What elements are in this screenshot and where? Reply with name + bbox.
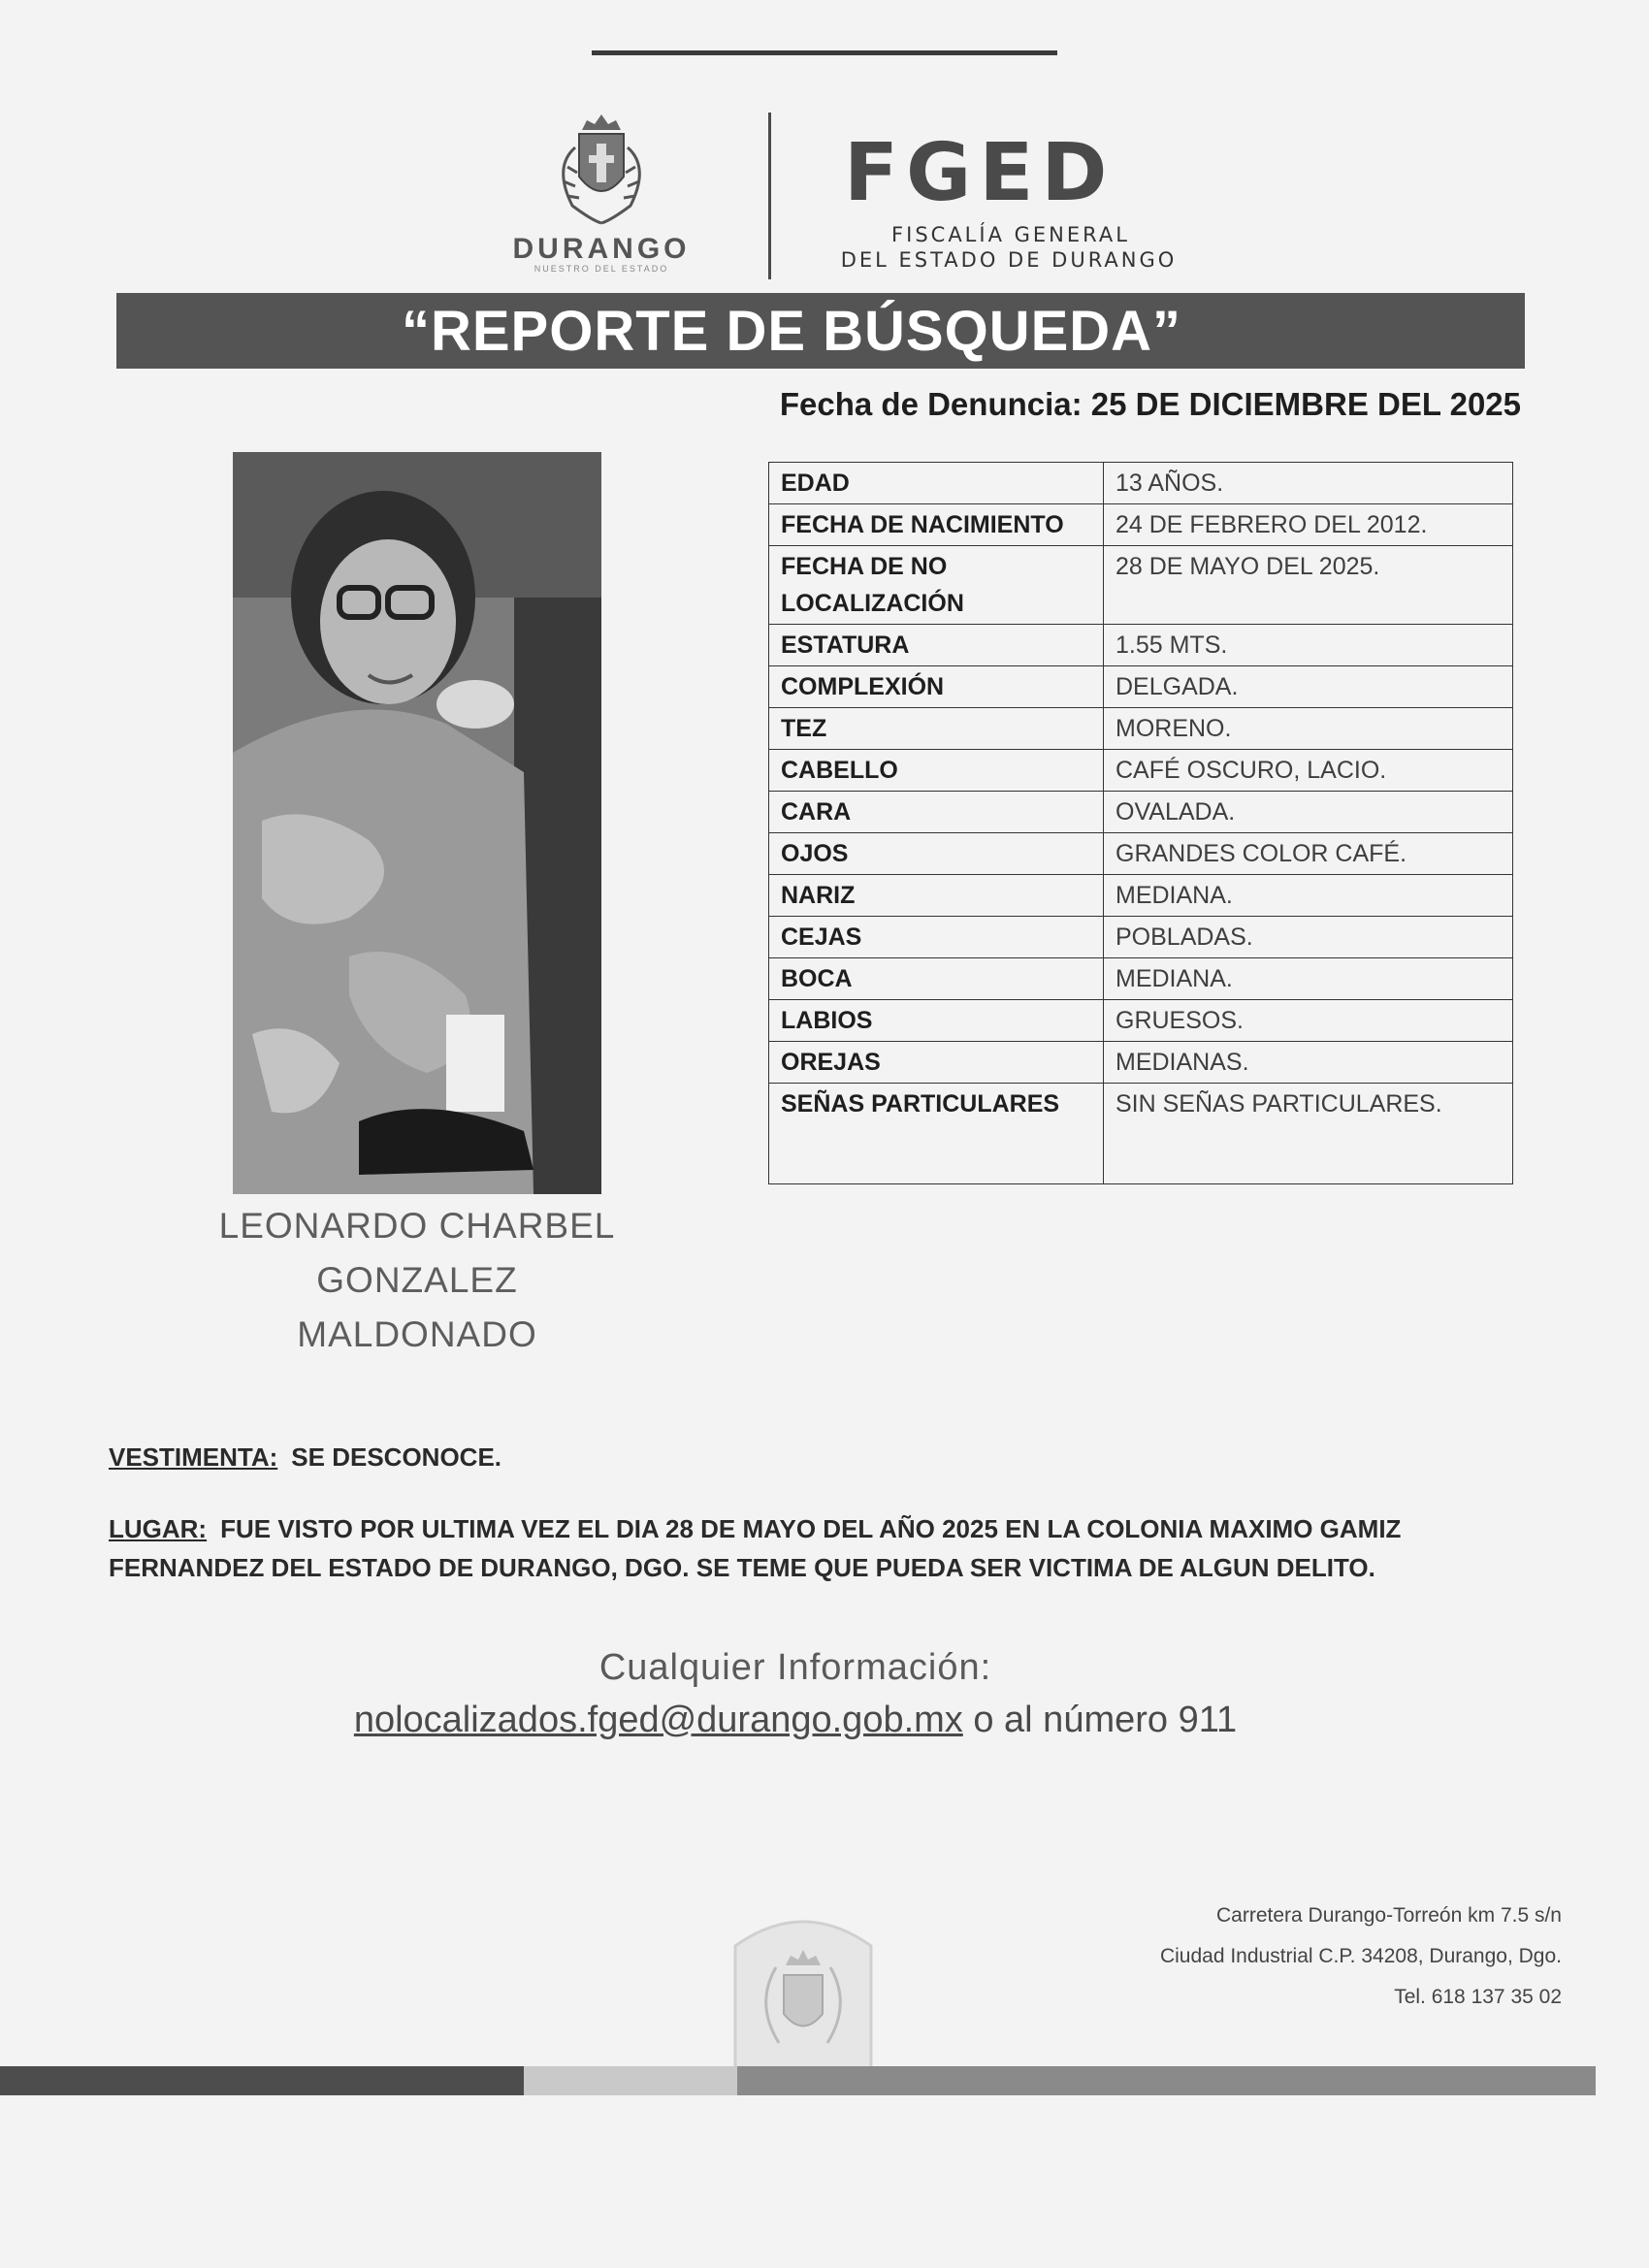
contact-line <box>0 1700 1620 1741</box>
table-row <box>769 958 1513 1000</box>
table-row <box>769 792 1513 833</box>
detail-value: GRUESOS. <box>1104 1000 1513 1042</box>
contact-phone: 911 <box>1178 1700 1238 1740</box>
detail-value: 1.55 MTS. <box>1104 625 1513 666</box>
table-row <box>769 463 1513 504</box>
detail-label: CABELLO <box>769 750 1104 792</box>
table-row <box>769 917 1513 958</box>
durango-crest-icon <box>538 109 664 230</box>
missing-person-photo <box>233 452 601 1194</box>
contact-connector: o al número <box>973 1700 1169 1740</box>
table-row <box>769 666 1513 708</box>
detail-label: FECHA DE NO LOCALIZACIÓN <box>769 546 1104 625</box>
lugar-text: FUE VISTO POR ULTIMA VEZ EL DIA 28 DE MAYO DEL AÑO 2025 EN LA COLONIA MAXIMO GAMIZ FERNANDEZ DEL ESTADO DE DURANGO, DGO. SE TEME QUE PUEDA SER VICTIMA DE ALGUN DELITO. <box>109 1514 1402 1582</box>
detail-label: NARIZ <box>769 875 1104 917</box>
detail-label: ESTATURA <box>769 625 1104 666</box>
detail-value: MEDIANAS. <box>1104 1042 1513 1084</box>
banner-title: “REPORTE DE BÚSQUEDA” <box>401 299 1182 363</box>
vestimenta-label: VESTIMENTA: <box>109 1442 278 1472</box>
detail-label: SEÑAS PARTICULARES <box>769 1084 1104 1184</box>
title-banner <box>116 293 1525 369</box>
logo-divider <box>768 113 771 279</box>
detail-value: 24 DE FEBRERO DEL 2012. <box>1104 504 1513 546</box>
person-name-line-2: GONZALEZ <box>316 1260 518 1300</box>
top-rule <box>592 50 1057 55</box>
table-row <box>769 875 1513 917</box>
footer-seal-icon <box>716 1907 890 2091</box>
detail-label: CARA <box>769 792 1104 833</box>
footer-bar-segment <box>524 2066 737 2095</box>
detail-value: POBLADAS. <box>1104 917 1513 958</box>
fged-subtitle-2: DEL ESTADO DE DURANGO <box>840 248 1178 272</box>
table-row <box>769 1042 1513 1084</box>
detail-value: MEDIANA. <box>1104 958 1513 1000</box>
person-name <box>175 1199 660 1362</box>
detail-label: CEJAS <box>769 917 1104 958</box>
address-line-3: Tel. 618 137 35 02 <box>1394 1986 1562 2008</box>
table-row <box>769 504 1513 546</box>
lugar-paragraph <box>109 1509 1544 1587</box>
table-row <box>769 833 1513 875</box>
detail-label: OJOS <box>769 833 1104 875</box>
detail-value: OVALADA. <box>1104 792 1513 833</box>
table-row <box>769 546 1513 625</box>
detail-value: MORENO. <box>1104 708 1513 750</box>
durango-logo <box>456 109 747 274</box>
footer-bar-segment <box>737 2066 1596 2095</box>
person-name-line-1: LEONARDO CHARBEL <box>218 1206 616 1246</box>
address-line-1: Carretera Durango-Torreón km 7.5 s/n <box>1216 1904 1562 1927</box>
fged-title: FGED <box>844 127 1116 219</box>
contact-email-link[interactable]: nolocalizados.fged@durango.gob.mx <box>353 1700 963 1740</box>
detail-label: FECHA DE NACIMIENTO <box>769 504 1104 546</box>
fged-subtitle-1: FISCALÍA GENERAL <box>891 223 1130 246</box>
detail-value: 28 DE MAYO DEL 2025. <box>1104 546 1513 625</box>
detail-value: GRANDES COLOR CAFÉ. <box>1104 833 1513 875</box>
fged-logo <box>815 127 1203 279</box>
table-row <box>769 750 1513 792</box>
durango-tagline: NUESTRO DEL ESTADO <box>534 264 669 274</box>
detail-label: EDAD <box>769 463 1104 504</box>
footer-bar-segment <box>0 2066 524 2095</box>
vestimenta-paragraph <box>109 1438 1544 1476</box>
durango-wordmark: DURANGO <box>512 233 691 265</box>
lugar-label: LUGAR: <box>109 1514 208 1543</box>
details-table <box>768 462 1513 1184</box>
detail-label: TEZ <box>769 708 1104 750</box>
detail-label: OREJAS <box>769 1042 1104 1084</box>
table-row <box>769 1084 1513 1184</box>
detail-value: CAFÉ OSCURO, LACIO. <box>1104 750 1513 792</box>
detail-label: COMPLEXIÓN <box>769 666 1104 708</box>
table-row <box>769 625 1513 666</box>
table-row <box>769 708 1513 750</box>
detail-label: LABIOS <box>769 1000 1104 1042</box>
contact-title: Cualquier Información: <box>598 1647 992 1688</box>
detail-label: BOCA <box>769 958 1104 1000</box>
detail-value: SIN SEÑAS PARTICULARES. <box>1104 1084 1513 1184</box>
vestimenta-text: SE DESCONOCE. <box>291 1442 502 1472</box>
person-name-line-3: MALDONADO <box>297 1314 537 1354</box>
detail-value: MEDIANA. <box>1104 875 1513 917</box>
report-date: Fecha de Denuncia: 25 DE DICIEMBRE DEL 2025 <box>779 386 1521 422</box>
table-row <box>769 1000 1513 1042</box>
address-line-2: Ciudad Industrial C.P. 34208, Durango, Dgo. <box>1159 1945 1562 1967</box>
office-address <box>970 1895 1562 2018</box>
detail-value: 13 AÑOS. <box>1104 463 1513 504</box>
detail-value: DELGADA. <box>1104 666 1513 708</box>
